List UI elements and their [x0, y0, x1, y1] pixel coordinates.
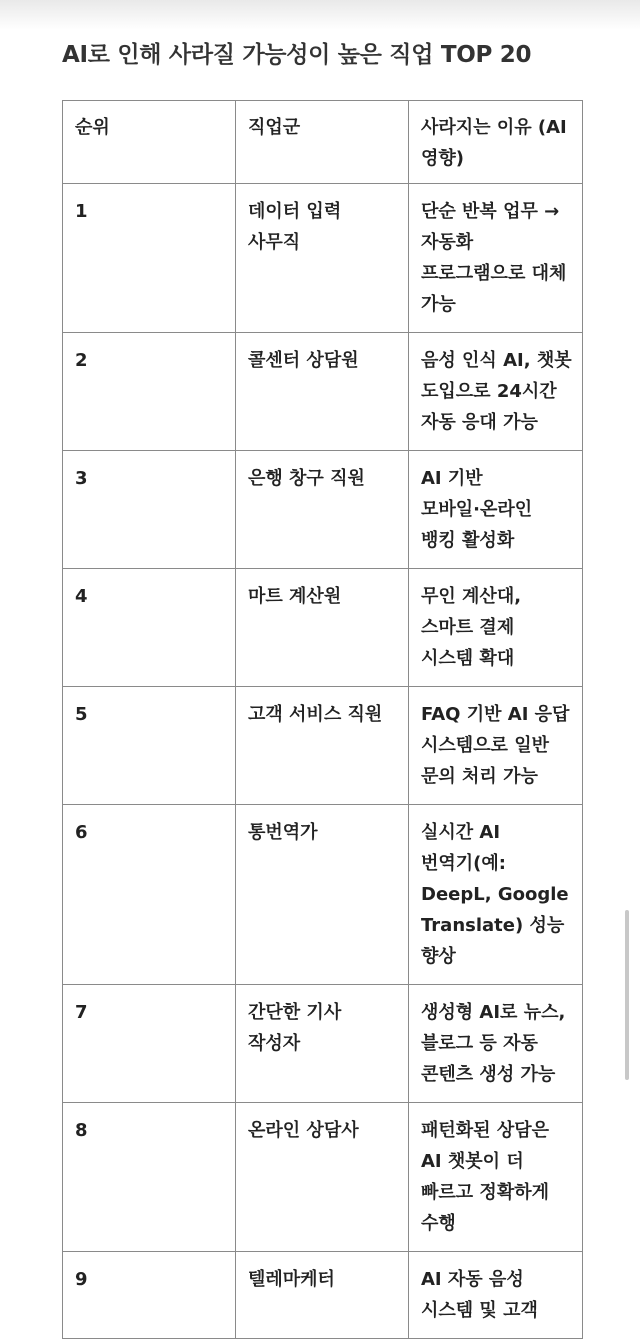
table-row	[63, 569, 583, 687]
job-cell: 텔레마케터	[236, 1252, 409, 1339]
job-cell: 은행 창구 직원	[236, 451, 409, 569]
reason-cell: 패턴화된 상담은 AI 챗봇이 더 빠르고 정확하게 수행	[409, 1103, 583, 1252]
reason-cell: 무인 계산대, 스마트 결제 시스템 확대	[409, 569, 583, 687]
reason-cell: AI 자동 음성 시스템 및 고객	[409, 1252, 583, 1339]
rank-cell: 7	[63, 985, 236, 1103]
rank-cell: 8	[63, 1103, 236, 1252]
table-row	[63, 184, 583, 333]
reason-cell: 생성형 AI로 뉴스, 블로그 등 자동 콘텐츠 생성 가능	[409, 985, 583, 1103]
rank-cell: 4	[63, 569, 236, 687]
table-row	[63, 451, 583, 569]
rank-cell: 5	[63, 687, 236, 805]
table-header-row	[63, 101, 583, 184]
rank-cell: 6	[63, 805, 236, 985]
jobs-table	[62, 100, 583, 1339]
table-row	[63, 333, 583, 451]
job-cell: 통번역가	[236, 805, 409, 985]
table-row	[63, 985, 583, 1103]
reason-cell: 음성 인식 AI, 챗봇 도입으로 24시간 자동 응대 가능	[409, 333, 583, 451]
table-row	[63, 805, 583, 985]
rank-cell: 9	[63, 1252, 236, 1339]
reason-cell: 단순 반복 업무 → 자동화 프로그램으로 대체 가능	[409, 184, 583, 333]
table-row	[63, 1252, 583, 1339]
rank-cell: 3	[63, 451, 236, 569]
reason-cell: FAQ 기반 AI 응답 시스템으로 일반 문의 처리 가능	[409, 687, 583, 805]
top-shade	[0, 0, 640, 30]
job-cell: 간단한 기사 작성자	[236, 985, 409, 1103]
job-cell: 콜센터 상담원	[236, 333, 409, 451]
job-cell: 고객 서비스 직원	[236, 687, 409, 805]
job-cell: 데이터 입력 사무직	[236, 184, 409, 333]
header-rank: 순위	[63, 101, 236, 184]
reason-cell: 실시간 AI 번역기(예: DeepL, Google Translate) 성능 향상	[409, 805, 583, 985]
jobs-table-container[interactable]	[62, 100, 582, 1321]
rank-cell: 1	[63, 184, 236, 333]
scrollbar[interactable]	[625, 910, 629, 1080]
page-title: AI로 인해 사라질 가능성이 높은 직업 TOP 20	[62, 42, 532, 68]
header-reason: 사라지는 이유 (AI 영향)	[409, 101, 583, 184]
rank-cell: 2	[63, 333, 236, 451]
job-cell: 마트 계산원	[236, 569, 409, 687]
table-row	[63, 687, 583, 805]
job-cell: 온라인 상담사	[236, 1103, 409, 1252]
reason-cell: AI 기반 모바일·온라인 뱅킹 활성화	[409, 451, 583, 569]
header-job: 직업군	[236, 101, 409, 184]
table-row	[63, 1103, 583, 1252]
